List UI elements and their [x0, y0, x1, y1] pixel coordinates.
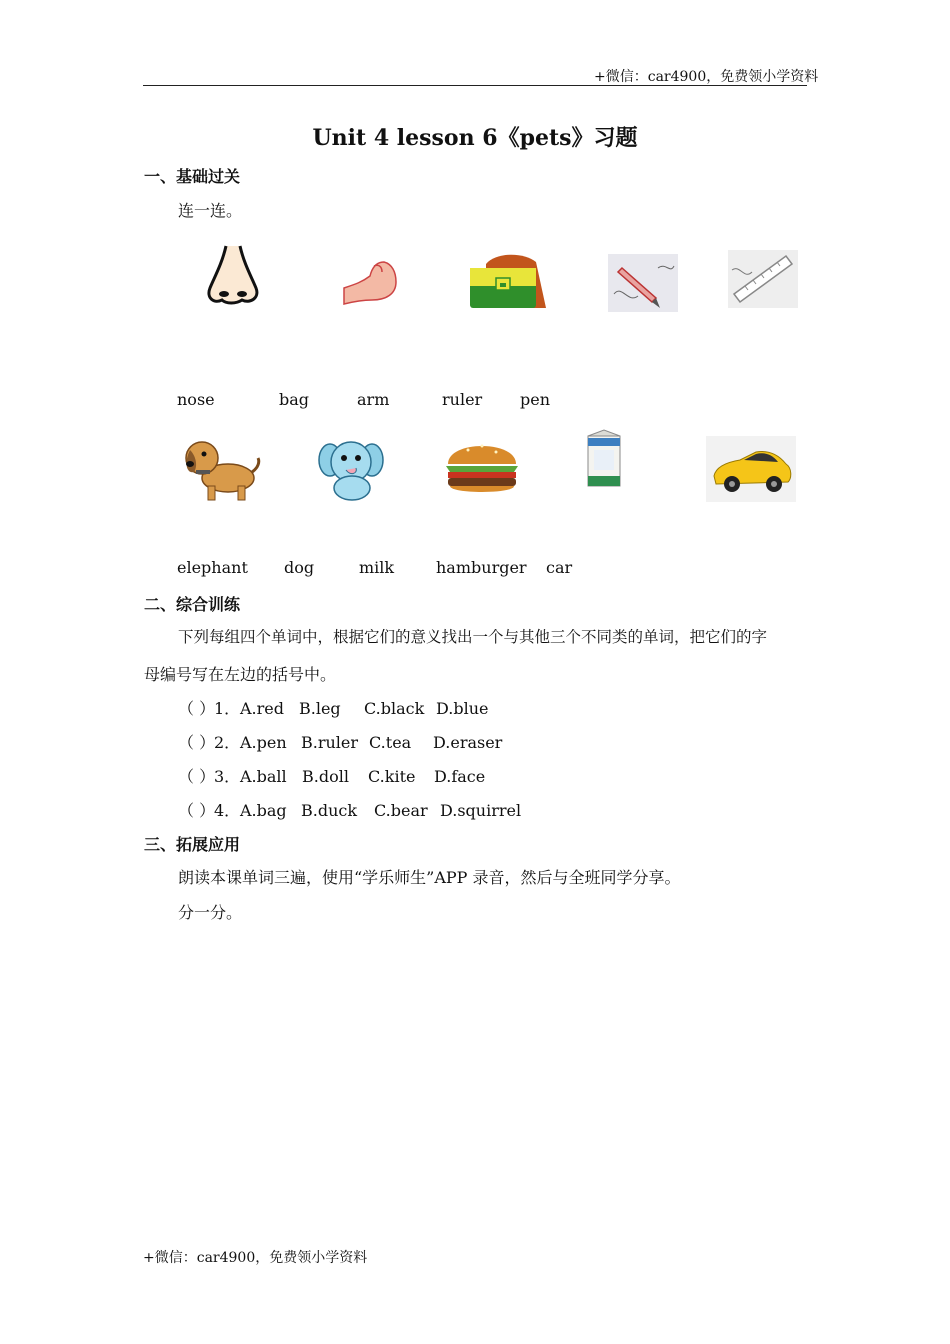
option-a: A.red — [240, 699, 284, 718]
option-a: A.ball — [240, 767, 287, 786]
option-d: D.face — [434, 767, 486, 786]
option-d: D.eraser — [433, 733, 503, 752]
dog-icon — [182, 436, 262, 504]
milk-icon — [584, 428, 624, 488]
option-b: B.doll — [302, 767, 349, 786]
word-arm: arm — [357, 390, 390, 409]
hamburger-icon — [442, 436, 522, 498]
option-d: D.squirrel — [440, 801, 522, 820]
word-ruler: ruler — [442, 390, 483, 409]
elephant-icon — [318, 434, 384, 502]
section1-instruction: 连一连。 — [178, 201, 243, 220]
question-4 — [178, 798, 521, 821]
answer-paren[interactable]: （ ） — [178, 801, 216, 820]
question-3 — [178, 764, 485, 787]
word-milk: milk — [359, 558, 395, 577]
ruler-icon — [728, 250, 798, 308]
header-divider — [143, 85, 807, 86]
question-1 — [178, 696, 488, 719]
question-number: 1． — [214, 699, 241, 718]
word-hamburger: hamburger — [436, 558, 527, 577]
answer-paren[interactable]: （ ） — [178, 733, 216, 752]
page-title: Unit 4 lesson 6《pets》习题 — [312, 125, 638, 151]
car-icon — [706, 436, 796, 502]
section3-line2: 分一分。 — [178, 903, 243, 922]
answer-paren[interactable]: （ ） — [178, 699, 216, 718]
word-pen: pen — [520, 390, 551, 409]
header-text: +微信：car4900，免费领小学资料 — [594, 69, 819, 85]
section2-instruction-line1: 下列每组四个单词中，根据它们的意义找出一个与其他三个不同类的单词，把它们的字 — [178, 628, 768, 646]
word-elephant: elephant — [177, 558, 248, 577]
section3-line1: 朗读本课单词三遍，使用“学乐师生”APP 录音，然后与全班同学分享。 — [178, 868, 681, 887]
question-2 — [178, 730, 502, 753]
option-c: C.bear — [374, 801, 428, 820]
section2-instruction-line2: 母编号写在左边的括号中。 — [144, 665, 337, 684]
word-nose: nose — [177, 390, 215, 409]
option-c: C.tea — [369, 733, 412, 752]
question-number: 2． — [214, 733, 241, 752]
section3-heading: 三、拓展应用 — [144, 835, 241, 854]
option-b: B.ruler — [301, 733, 359, 752]
arm-icon — [342, 258, 400, 306]
question-number: 4． — [214, 801, 241, 820]
option-c: C.black — [364, 699, 425, 718]
word-car: car — [546, 558, 573, 577]
pen-icon — [608, 254, 678, 312]
footer-text: +微信：car4900，免费领小学资料 — [143, 1250, 368, 1266]
option-a: A.bag — [240, 801, 287, 820]
option-c: C.kite — [368, 767, 416, 786]
section1-heading: 一、基础过关 — [144, 167, 241, 186]
option-a: A.pen — [240, 733, 287, 752]
word-dog: dog — [284, 558, 315, 577]
option-b: B.leg — [299, 699, 341, 718]
word-bag: bag — [279, 390, 310, 409]
nose-icon — [204, 244, 262, 306]
option-b: B.duck — [301, 801, 358, 820]
answer-paren[interactable]: （ ） — [178, 767, 216, 786]
section2-heading: 二、综合训练 — [144, 595, 241, 614]
option-d: D.blue — [436, 699, 489, 718]
question-number: 3． — [214, 767, 241, 786]
bag-icon — [466, 252, 550, 310]
